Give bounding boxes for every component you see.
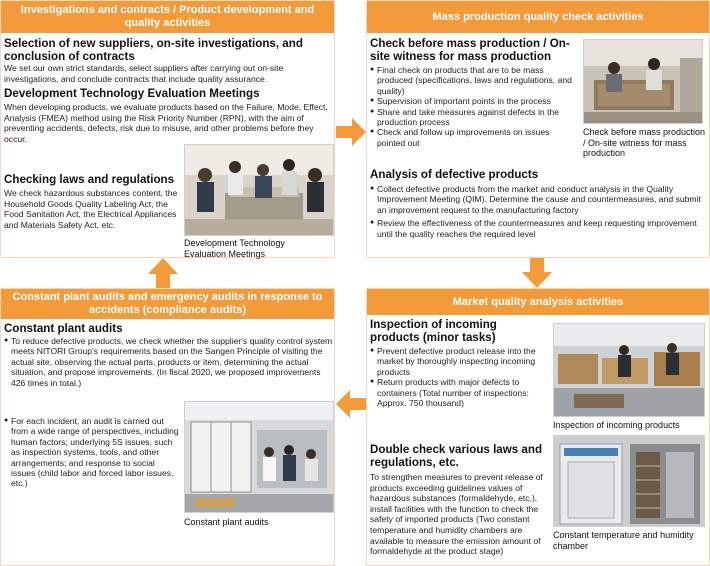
photo-chamber-image: [554, 436, 705, 527]
arrow-up-icon: [148, 258, 178, 288]
panel-header: Market quality analysis activities: [367, 289, 709, 315]
panel-plant-audits: [0, 288, 335, 566]
audit-list-2: [4, 416, 180, 489]
arrow-left-icon: [336, 390, 366, 418]
section-title-suppliers: Selection of new suppliers, on-site investigations, and conclusion of contracts: [4, 37, 303, 63]
photo-caption-devtech: Development Technology Evaluation Meetings: [184, 238, 285, 259]
photo-caption-chamber: Constant temperature and humidity chamber: [553, 530, 694, 551]
list-item: ● Review the effectiveness of the countermeasures and keep requesting improvement until the quality reaches the required level: [370, 218, 705, 239]
section-text-suppliers: We set our own strict standards, select suppliers after carrying out on-site investigations, and conclude contracts that include quality assurance.: [4, 63, 284, 84]
arrow-down-icon: [522, 258, 552, 288]
incoming-list: [370, 346, 546, 408]
section-title-devtech: Development Technology Evaluation Meetings: [4, 87, 260, 100]
section-title-defect: Analysis of defective products: [370, 168, 539, 181]
photo-devtech-image: [185, 145, 334, 236]
section-text-laws: We check hazardous substances content, the Household Goods Quality Labeling Act, the Food Sanitation Act, the Electrical Appliances and Materials Safety Act, etc.: [4, 188, 178, 230]
photo-mass-image: [584, 40, 703, 124]
photo-caption-incoming: Inspection of incoming products: [553, 420, 680, 430]
check-list: [370, 65, 580, 148]
section-text-devtech: [4, 102, 334, 144]
list-item: ● Collect defective products from the market and conduct analysis in the Quality Improvement Meeting (QIM). Determine the cause and countermeasures, and submit an improvement request to the manufacturing factory: [370, 184, 705, 215]
list-item: ● Return products with major defects to containers (Total number of inspections: Approx. 750 thousand): [370, 377, 546, 408]
section-title-check: Check before mass production / On-site witness for mass production: [370, 37, 570, 63]
devtech-text: When developing products, we evaluate products based on the Failure, Mode, Effect, Analysis (FMEA) method using the Risk Priority Number (RPN), with the aim of preventing accidents, defects, risk due to misuse, and other problems before they occur.: [4, 102, 328, 144]
audit-item-text: To reduce defective products, we check whether the supplier's quality control system meets NITORI Group's requirements based on the Sangen Principle of visiting the actual site, observing the actual parts, products or item, determining the actual situation, and propose improvements. (In fiscal 2020, we proposed improvements 426 times in total.): [11, 336, 333, 388]
panel-header: Investigations and contracts / Product development and quality activities: [1, 1, 334, 33]
list-item: ● Check and follow up improvements on issues pointed out: [370, 127, 580, 148]
list-item: ● Prevent defective product release into the market by thoroughly inspecting incoming products: [370, 346, 546, 377]
section-title-laws: Checking laws and regulations: [4, 173, 175, 186]
list-item: ● Supervision of important points in the process: [370, 96, 580, 106]
photo-incoming-image: [554, 324, 705, 417]
arrow-right-icon: [336, 118, 366, 146]
photo-devtech-meeting: [184, 144, 334, 236]
list-item: ● For each incident, an audit is carried out from a wide range of perspectives, including human factors; underlying 5S issues, such as inspection systems, tools, and other arrangements; and response to social issues (child labor and forced labor issues, etc.): [4, 416, 180, 489]
section-title-audit: Constant plant audits: [4, 322, 123, 335]
section-title-incoming: Inspection of incoming products (minor tasks): [370, 318, 497, 344]
photo-humidity-chamber: [553, 435, 705, 527]
panel-product-development: [0, 0, 335, 258]
photo-plant-audit: [184, 401, 334, 513]
section-text-double: To strengthen measures to prevent release of products exceeding guidelines values of hazardous substances (formaldehyde, etc.), install facilities with the function to check the safety of imported products (Two constant temperature and humidity chambers are available to measure the emission amount of formaldehyde at the product stage): [370, 472, 543, 557]
panel-header: Constant plant audits and emergency audits in response to accidents (compliance audits): [1, 289, 334, 319]
photo-audit-image: [185, 402, 334, 513]
list-item: ● Share and take measures against defects in the production process: [370, 107, 580, 128]
audit-list: [4, 336, 334, 389]
photo-mass-production: [583, 39, 703, 124]
section-title-double: Double check various laws and regulations, etc.: [370, 443, 543, 469]
panel-market-quality: [366, 288, 710, 566]
list-item: ● Final check on products that are to be mass produced (specifications, laws and regulations, and quality): [370, 65, 580, 96]
photo-incoming-inspection: [553, 323, 705, 417]
photo-caption-audit: Constant plant audits: [184, 517, 269, 527]
photo-caption-mass: Check before mass production / On-site witness for mass production: [583, 127, 706, 158]
defect-list: [370, 184, 705, 239]
panel-mass-production: [366, 0, 710, 258]
panel-header: Mass production quality check activities: [367, 1, 709, 33]
list-item: [4, 336, 334, 388]
